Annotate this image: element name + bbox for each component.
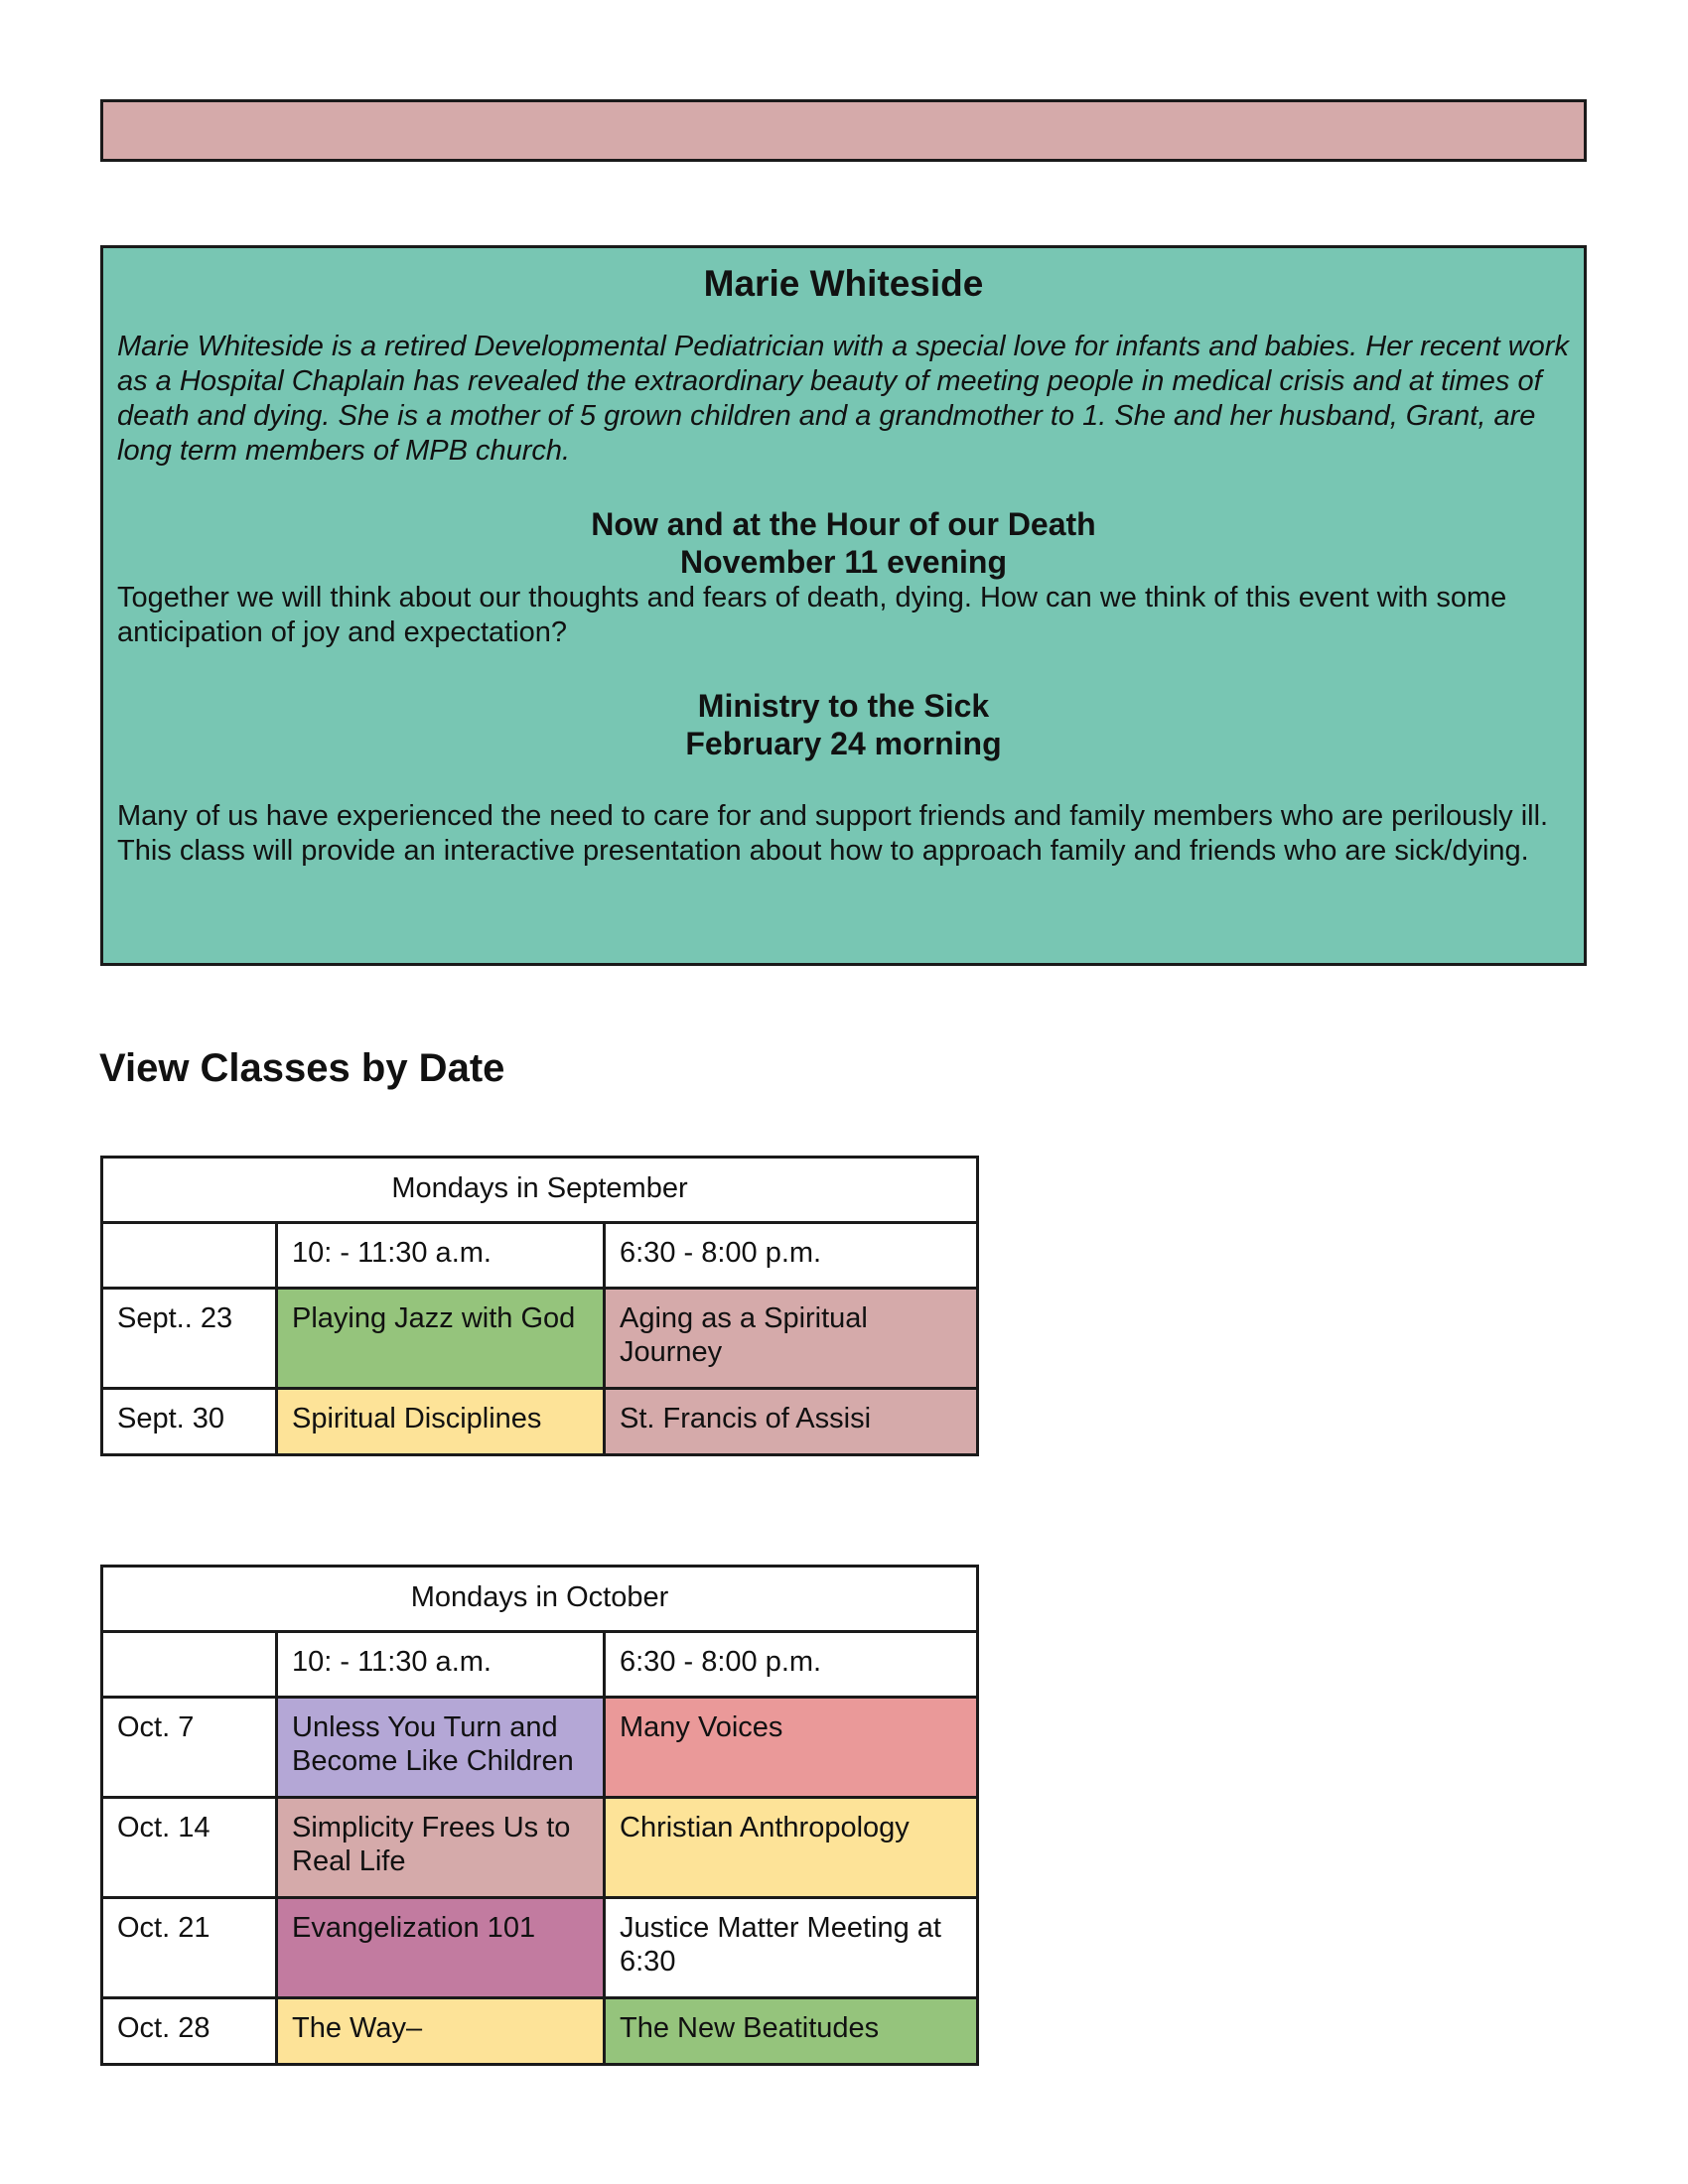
morning-class-cell: Playing Jazz with God: [277, 1289, 605, 1389]
table-row: [102, 1798, 978, 1898]
evening-class-cell: Justice Matter Meeting at 6:30: [605, 1898, 978, 1998]
morning-class-cell: Unless You Turn and Become Like Children: [277, 1698, 605, 1798]
date-cell: Oct. 7: [102, 1698, 277, 1798]
table-row: [102, 1289, 978, 1389]
section-heading: View Classes by Date: [99, 1046, 505, 1090]
date-cell: Sept. 30: [102, 1389, 277, 1455]
morning-class-cell: Spiritual Disciplines: [277, 1389, 605, 1455]
morning-time-header: 10: - 11:30 a.m.: [277, 1632, 605, 1698]
morning-class-cell: The Way–: [277, 1998, 605, 2065]
class-when-2: February 24 morning: [685, 726, 1002, 761]
instructor-bio-text: Marie Whiteside is a retired Developmental Pediatrician with a special love for infants and babies. Her recent work as a Hospital Chaplain has revealed the extraordinary beauty of meeting people in medical crisis and at times of death and dying. She is a mother of 5 grown children and a grandmother to 1. She and her husband, Grant, are long term members of MPB church.: [117, 331, 1569, 467]
class-title-1: Now and at the Hour of our Death: [591, 506, 1096, 542]
class-description-2: Many of us have experienced the need to care for and support friends and family members who are perilously ill. This class will provide an interactive presentation about how to approach family and friends who are sick/dying.: [117, 800, 1549, 867]
evening-class-cell: St. Francis of Assisi: [605, 1389, 978, 1455]
morning-time-header: 10: - 11:30 a.m.: [277, 1223, 605, 1289]
evening-time-header: 6:30 - 8:00 p.m.: [605, 1223, 978, 1289]
table-row: [102, 1898, 978, 1998]
evening-class-cell: The New Beatitudes: [605, 1998, 978, 2065]
evening-class-cell: Aging as a Spiritual Journey: [605, 1289, 978, 1389]
empty-header-cell: [102, 1632, 277, 1698]
instructor-name: Marie Whiteside: [703, 263, 984, 304]
header-banner: [100, 99, 1587, 162]
evening-class-cell: Many Voices: [605, 1698, 978, 1798]
class-description-1: Together we will think about our thoughts and fears of death, dying. How can we think of this event with some anticipation of joy and expectation?: [117, 582, 1507, 648]
date-cell: Oct. 14: [102, 1798, 277, 1898]
class-when-1: November 11 evening: [679, 544, 1008, 580]
table-row: [102, 1698, 978, 1798]
evening-class-cell: Christian Anthropology: [605, 1798, 978, 1898]
table-title: Mondays in September: [102, 1158, 978, 1223]
october-schedule-table: [100, 1565, 979, 2066]
september-schedule-table: [100, 1156, 979, 1456]
table-row: [102, 1389, 978, 1455]
table-title: Mondays in October: [102, 1567, 978, 1632]
evening-time-header: 6:30 - 8:00 p.m.: [605, 1632, 978, 1698]
morning-class-cell: Evangelization 101: [277, 1898, 605, 1998]
class-title-2: Ministry to the Sick: [697, 688, 990, 724]
morning-class-cell: Simplicity Frees Us to Real Life: [277, 1798, 605, 1898]
empty-header-cell: [102, 1223, 277, 1289]
date-cell: Oct. 28: [102, 1998, 277, 2065]
date-cell: Oct. 21: [102, 1898, 277, 1998]
table-row: [102, 1998, 978, 2065]
instructor-bio-panel: [100, 245, 1587, 966]
date-cell: Sept.. 23: [102, 1289, 277, 1389]
